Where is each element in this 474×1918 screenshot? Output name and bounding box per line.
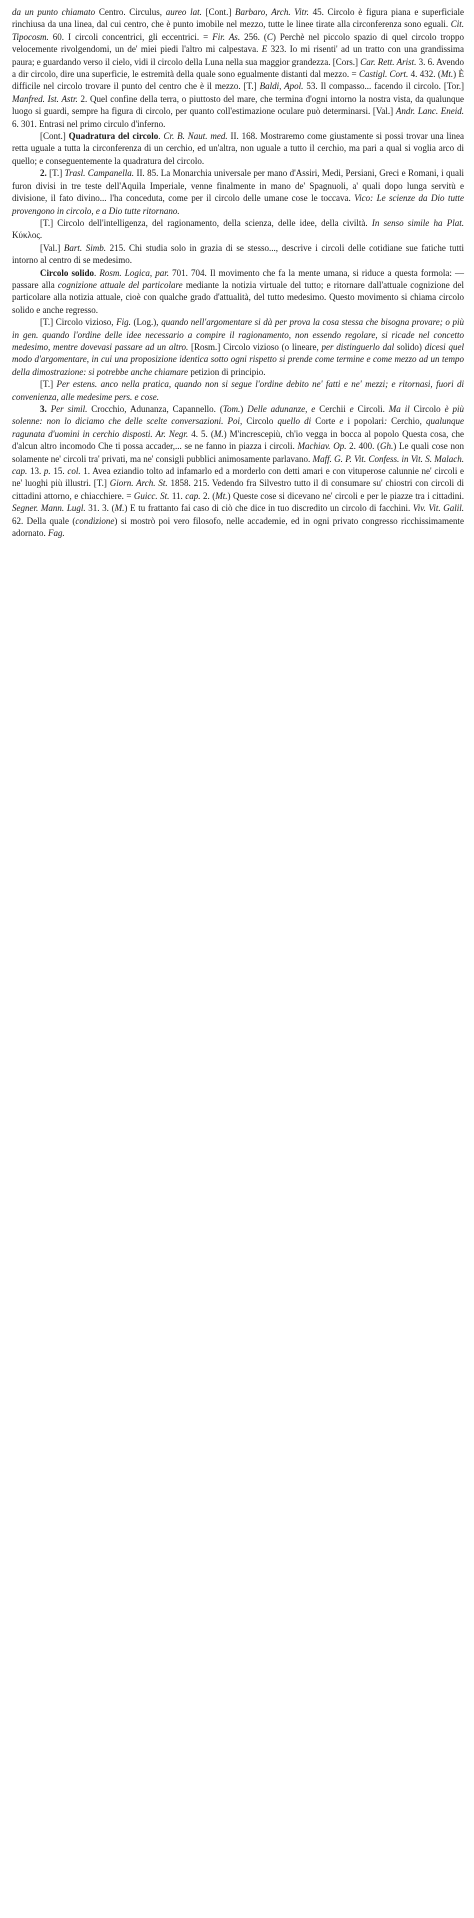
entry-paragraph: [T.] Circolo dell'intelligenza, del ragionamento, della scienza, delle idee, della civiltà. In senso simile ha Plat. Κύκλος. <box>12 217 464 241</box>
entry-paragraph: [Cont.] Quadratura del circolo. Cr. B. Naut. med. II. 168. Mostraremo come giustamente si possi trovar una linea retta uguale a tutta la circonferenza di un cerchio, ed un'altra, non uguale a tutto il cerchio, ma pari a qual si voglia arco di quello; e conseguentemente la quadratura del circolo. <box>12 131 465 166</box>
entry-paragraph: [T.] Per estens. anco nella pratica, quando non si segue l'ordine debito ne' fatti e ne' mezzi; e ritornasi, fuori di convenienza, alle medesime pers. e cose. <box>12 379 464 402</box>
entry-paragraph: 2. [T.] Trasl. Campanella. II. 85. La Monarchia universale per mano d'Assiri, Medi, Persiani, Greci e Romani, i quali furon divisi in tre teste dell'Aquila Imperiale, venne finalmente in mano de' Spagnuoli, a' quali dopo lunga servitù e divisione, il fato divino... l'ha conceduta, come per il circolo delle umane cose le toccava. Vico: Le scienze da Dio tutte provengono in circolo, e a Dio tutte ritornano. <box>12 168 465 216</box>
entry-paragraph: [T.] Circolo vizioso, Fig. (Log.), quando nell'argomentare si dà per prova la cosa stessa che bisogna provare; o più in gen. quando l'ordine delle idee necessario a compire il ragionamento, non essendo regolare, si ricade nel concetto medesimo, mentre dovevasi passare ad un altro. [Rosm.] Circolo vizioso (o lineare, per distinguerlo dal solido) dicesi quel modo d'argomentare, in cui una proposizione identica sotto ogni rispetto si prende come termine e come mezzo ad un tempo della dimostrazione: si potrebbe anche chiamare petizion di principio. <box>12 317 464 377</box>
entry-paragraph: Circolo solido. Rosm. Logica, par. 701. 704. Il movimento che fa la mente umana, si riduce a questa formola: — passare alla cognizione attuale del particolare mediante la notizia virtuale del tutto; e ritornare dall'attuale cognizione del particolare alla notizia attuale, cioè con qualche grado d'attualità, del tutto medesimo. Questo movimento si chiama circolo solido e anche regresso. <box>12 267 465 315</box>
entry-paragraph: 3. Per simil. Crocchio, Adunanza, Capannello. (Tom.) Delle adunanze, e Cerchii e Circoli. Ma il Circolo è più solenne: non lo diciamo che delle scelte conversazioni. Poi, Circolo quello di Corte e i popolari: Cerchio, qualunque ragunata d'uomini in cerchio disposti. Ar. Negr. 4. 5. (M.) M'increscepiù, ch'io vegga in bocca al popolo Questa cosa, che d'alcun altro incomodo Che ti possa accader,... se ne fanno in piazza i circoli. Machiav. Op. 2. 400. (Gh.) Le quali cose non solamente ne' circoli tra' privati, ma ne' consigli pubblici animosamente parlavano. Maff. G. P. Vit. Confess. in Vit. S. Malach. cap. 13. p. 15. col. 1. Avea eziandio tolto ad infamarlo ed a morderlo con detti amari e con vituperose calunnie ne' circoli e ne' luoghi più illustri. [T.] Giorn. Arch. St. 1858. 215. Vedendo fra Silvestro tutto il dì consumare su' chiostri con circoli di cittadini attorno, e chiacchiere. = Guicc. St. 11. cap. 2. (Mt.) Queste cose si dicevano ne' circoli e per le piazze tra i cittadini. Segner. Mann. Lugl. 31. 3. (M.) E tu frattanto fai caso di ciò che dice in tuo discredito un circolo di facchini. Viv. Vit. Galil. 62. Della quale (condizione) si mostrò poi vero filosofo, nelle accademie, ed in ogni privato congresso ricchissimamente adornato. Fag. <box>12 404 465 539</box>
entry-paragraph: da un punto chiamato Centro. Circulus, aureo lat. [Cont.] Barbaro, Arch. Vitr. 45. Circolo è figura piana e superficiale rinchiusa da una linea, dal cui centro, che è punto imobile nel mezzo, tutte le linee tirate alla circonferenza sono eguali. Cit. Tipocosm. 60. I circoli concentrici, gli eccentrici. = Fir. As. 256. (C) Perchè nel piccolo spazio di quel circolo troppo velocemente rivolgendomi, un de' miei piedi l'altro mi calpestava. E 323. Io mi risenti' ad un tratto con una grandissima paura; e guardando verso il cielo, vidi il circolo della Luna nella sua maggior grandezza. [Cors.] Car. Rett. Arist. 3. 6. Avendo a dir circolo, dire una superficie, le estremità della quale sono egualmente distanti dal mezzo. = Castigl. Cort. 4. 432. (Mt.) È difficile nel circolo trovare il punto del centro che è il mezzo. [T.] Baldi, Apol. 53. Il compasso... facendo il circolo. [Tor.] Manfred. Ist. Astr. 2. Quel confine della terra, o piuttosto del mare, che termina d'ogni intorno la nostra vista, da qualunque luogo si guardi, sempre ha figura di circolo, per quanto coll'estimazione oculare può determinarsi. [Val.] Andr. Lanc. Eneid. 6. 301. Entrasi nel primo circulo d'inferno. <box>12 7 465 129</box>
entry-paragraph: [Val.] Bart. Simb. 215. Chi studia solo in grazia di se stesso..., descrive i circoli delle cotidiane sue fatiche tutti intorno al centro di se medesimo. <box>12 242 464 266</box>
